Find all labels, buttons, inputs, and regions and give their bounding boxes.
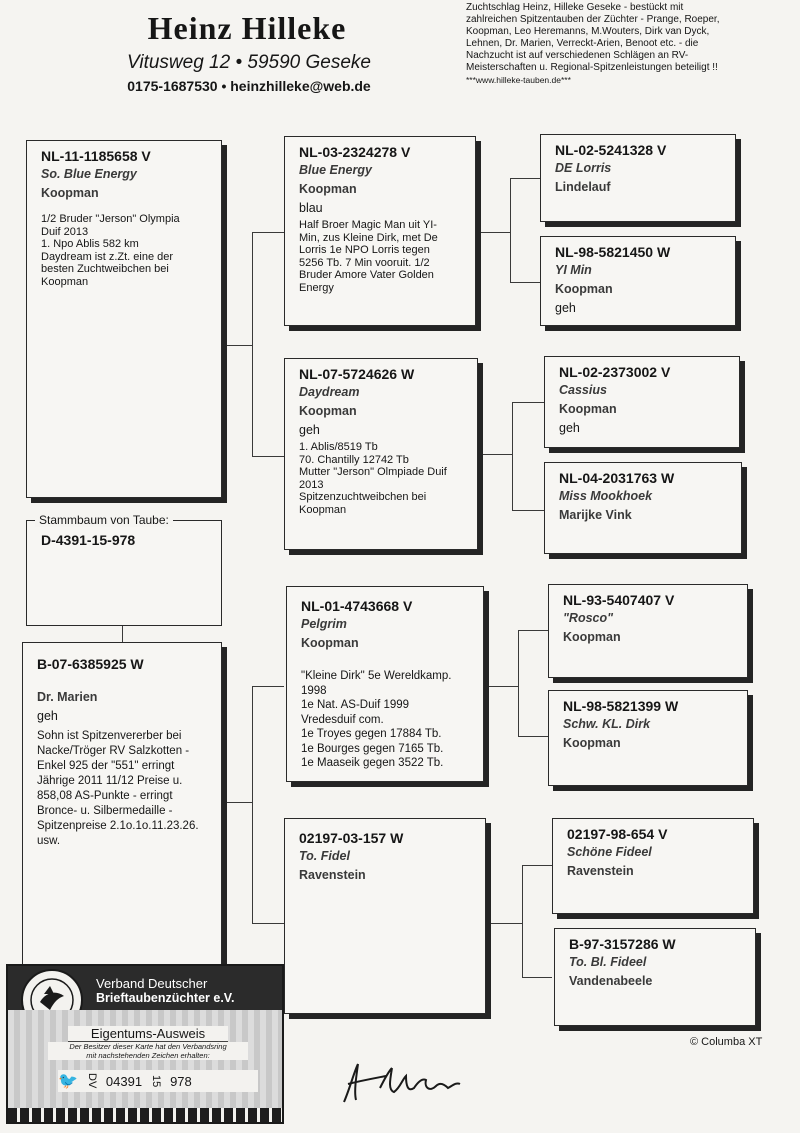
subject-label: Stammbaum von Taube:	[35, 513, 173, 527]
text-line: Daydream ist z.Zt. eine der	[41, 250, 174, 263]
text-line: besten Zuchtweibchen bei	[41, 263, 169, 275]
text-line: 1. Npo Ablis 582 km	[41, 238, 139, 250]
text-line: 5256 Tb. 7 Min vooruit. 1/2	[299, 256, 430, 269]
connector-line	[510, 178, 511, 282]
text-line: Min, zus Kleine Dirk, met De	[299, 231, 438, 244]
text-line: 70. Chantilly 12742 Tb	[299, 453, 409, 466]
note-line: Meisterschaften u. Regional-Spitzenleistungen beteiligt !!	[466, 62, 718, 73]
breeder-name: Heinz Hilleke	[147, 10, 347, 46]
text-line: Jährige 2011 11/12 Preise u.	[37, 775, 183, 787]
ring-number: NL-02-5241328 V	[555, 142, 667, 158]
pigeon-name: Schw. KL. Dirk	[563, 717, 651, 731]
dss-card	[548, 584, 748, 678]
text-line: Bruder Amore Vater Golden	[299, 269, 434, 281]
pigeon-name: DE Lorris	[555, 161, 612, 175]
pedigree-text	[301, 669, 473, 771]
ring-number: NL-02-2373002 V	[559, 364, 671, 380]
connector-line	[522, 977, 552, 978]
ring-number: NL-01-4743668 V	[301, 598, 413, 614]
color: geh	[555, 301, 576, 315]
color: geh	[299, 423, 320, 437]
text-line: Lorris 1e NPO Lorris tegen	[299, 244, 430, 256]
text-line: Duif 2013	[41, 225, 89, 238]
sire-dam-card	[284, 358, 478, 550]
breeder: Vandenabeele	[569, 974, 653, 988]
connector-line	[484, 686, 518, 687]
connector-line	[512, 510, 544, 511]
pigeon-name: YI Min	[555, 263, 592, 277]
breeder: Koopman	[299, 182, 357, 196]
breeder-contact: 0175-1687530 • heinzhilleke@web.de	[127, 78, 371, 94]
connector-line	[478, 454, 512, 455]
connector-line	[252, 232, 284, 233]
color: geh	[559, 421, 580, 435]
breeder: Ravenstein	[567, 864, 634, 878]
color: blau	[299, 201, 323, 215]
ownership-card	[6, 964, 284, 1124]
ring-number: B-97-3157286 W	[569, 936, 676, 952]
text-line: Spitzenpreise 2.1o.1o.11.23.26.	[37, 820, 199, 832]
subject-card	[26, 513, 222, 626]
connector-line	[518, 736, 548, 737]
connector-line	[476, 232, 510, 233]
sds-card	[544, 356, 740, 448]
connector-line	[122, 626, 123, 642]
color: geh	[37, 709, 58, 723]
website-link[interactable]: ***www.hilleke-tauben.de***	[466, 75, 571, 85]
breeder: Koopman	[301, 636, 359, 650]
connector-line	[252, 456, 284, 457]
text-line: Sohn ist Spitzenvererber bei	[37, 730, 182, 742]
connector-line	[252, 686, 284, 687]
org-name-line2: Brieftaubenzüchter e.V.	[96, 991, 235, 1005]
ddd-card	[554, 928, 756, 1026]
dam-card	[22, 642, 222, 974]
pigeon-name: Cassius	[559, 383, 607, 397]
text-line: usw.	[37, 835, 61, 847]
dam-sire-card	[286, 586, 484, 782]
sire-card	[26, 140, 222, 498]
note-line: Zuchtschlag Heinz, Hilleke Geseke - bestückt mit	[466, 2, 684, 13]
ring-symbol-icon: 15	[150, 1074, 163, 1088]
dds-card	[552, 818, 754, 914]
text-line: Half Broer Magic Man uit YI-	[299, 219, 437, 231]
pigeon-name: To. Bl. Fideel	[569, 955, 647, 969]
pigeon-name: Blue Energy	[299, 163, 372, 177]
ring-number: NL-93-5407407 V	[563, 592, 675, 608]
badge-border	[8, 1108, 282, 1122]
breeder: Ravenstein	[299, 868, 366, 882]
ring-number: 02197-98-654 V	[567, 826, 668, 842]
connector-line	[510, 282, 540, 283]
pigeon-name: To. Fidel	[299, 849, 350, 863]
ring-number: B-07-6385925 W	[37, 656, 144, 672]
breeder: Koopman	[563, 736, 621, 750]
ring-number: NL-98-5821399 W	[563, 698, 679, 714]
breeder: Koopman	[555, 282, 613, 296]
badge-header	[8, 966, 282, 1010]
note-line: Koopman, Leo Heremanns, M.Wouters, Dirk van Dyck,	[466, 26, 710, 37]
dam-dam-card	[284, 818, 486, 1014]
connector-line	[512, 402, 544, 403]
breeder: Koopman	[563, 630, 621, 644]
org-name-line1: Verband Deutscher	[96, 976, 208, 991]
sire-sire-card	[284, 136, 476, 326]
ring-number: NL-07-5724626 W	[299, 366, 415, 382]
pigeon-name: Schöne Fideel	[567, 845, 652, 859]
badge-title: Eigentums-Ausweis	[68, 1026, 228, 1042]
text-line: 1e Troyes gegen 17884 Tb.	[301, 728, 442, 740]
connector-line	[522, 865, 552, 866]
pigeon-name: "Rosco"	[563, 611, 614, 625]
pigeon-name: Miss Mookhoek	[559, 489, 653, 503]
breeder-address: Vitusweg 12 • 59590 Geseke	[127, 52, 371, 73]
text-line: Enkel 925 der "551" erringt	[37, 760, 175, 772]
connector-line	[252, 923, 284, 924]
ring-code-row	[58, 1070, 258, 1092]
pigeon-icon: 🐦	[58, 1073, 78, 1090]
text-line: Koopman	[299, 503, 347, 516]
ring-number: 02197-03-157 W	[299, 830, 404, 846]
pedigree-text	[37, 729, 211, 849]
badge-subtitle-line: Der Besitzer dieser Karte hat den Verbandsring	[69, 1042, 227, 1051]
ring-code-1: 04391	[105, 1073, 143, 1089]
text-line: 1. Ablis/8519 Tb	[299, 441, 378, 453]
ring-symbol-icon: DV	[85, 1073, 98, 1089]
connector-line	[486, 923, 522, 924]
text-line: "Kleine Dirk" 5e Wereldkamp.	[301, 670, 452, 682]
ring-number: NL-04-2031763 W	[559, 470, 675, 486]
connector-line	[252, 686, 253, 923]
ring-number: NL-03-2324278 V	[299, 144, 411, 160]
dsd-card	[548, 690, 748, 786]
pedigree-text	[41, 213, 211, 288]
breeder: Koopman	[559, 402, 617, 416]
pedigree-text	[299, 441, 467, 516]
sss-card	[540, 134, 736, 222]
note-line: Lehnen, Dr. Marien, Verreckt-Arien, Benoot etc. - die	[466, 38, 699, 49]
breeder: Lindelauf	[555, 180, 611, 194]
text-line: 1e Maaseik gegen 3522 Tb.	[301, 757, 444, 769]
connector-line	[522, 865, 523, 977]
pigeon-name: So. Blue Energy	[41, 167, 137, 181]
badge-subtitle	[48, 1042, 248, 1060]
ring-number: NL-98-5821450 W	[555, 244, 671, 260]
connector-line	[222, 802, 252, 803]
text-line: 1e Nat. AS-Duif 1999	[301, 699, 410, 711]
ring-number: NL-11-1185658 V	[41, 148, 151, 164]
text-line: 1/2 Bruder "Jerson" Olympia	[41, 213, 180, 225]
note-line: Nachzucht ist auf verschiedenen Schlägen an RV-	[466, 50, 689, 61]
signature-image	[336, 1058, 466, 1106]
text-line: 1e Bourges gegen 7165 Tb.	[301, 742, 444, 755]
text-line: Nacke/Tröger RV Salzkotten -	[37, 745, 190, 757]
text-line: Mutter "Jerson" Olmpiade Duif	[299, 466, 447, 478]
breeder: Dr. Marien	[37, 690, 98, 704]
breeder-note	[466, 2, 766, 86]
pigeon-name: Pelgrim	[301, 617, 347, 631]
pigeon-name: Daydream	[299, 385, 360, 399]
text-line: Vredesduif com.	[301, 713, 384, 726]
text-line: 1998	[301, 684, 327, 697]
breeder: Koopman	[41, 186, 99, 200]
ring-code-2: 978	[170, 1073, 192, 1089]
text-line: Bronce- u. Silbermedaille -	[37, 805, 173, 817]
connector-line	[518, 630, 548, 631]
pedigree-text	[299, 219, 465, 294]
breeder: Marijke Vink	[559, 508, 632, 522]
connector-line	[510, 178, 540, 179]
text-line: Koopman	[41, 275, 89, 288]
text-line: Spitzenzuchtweibchen bei	[299, 491, 427, 503]
text-line: 2013	[299, 478, 324, 491]
badge-subtitle-line: mit nachstehenden Zeichen erhalten:	[86, 1051, 210, 1060]
breeder: Koopman	[299, 404, 357, 418]
subject-ring: D-4391-15-978	[41, 532, 136, 548]
copyright: © Columba XT	[690, 1036, 763, 1048]
connector-line	[222, 345, 252, 346]
connector-line	[512, 402, 513, 510]
text-line: Energy	[299, 281, 334, 294]
ssd-card	[540, 236, 736, 326]
text-line: 858,08 AS-Punkte - erringt	[37, 790, 173, 802]
connector-line	[518, 630, 519, 736]
connector-line	[252, 232, 253, 456]
note-line: zahlreichen Spitzentauben der Züchter - Prange, Roeper,	[466, 14, 720, 25]
sdd-card	[544, 462, 742, 554]
